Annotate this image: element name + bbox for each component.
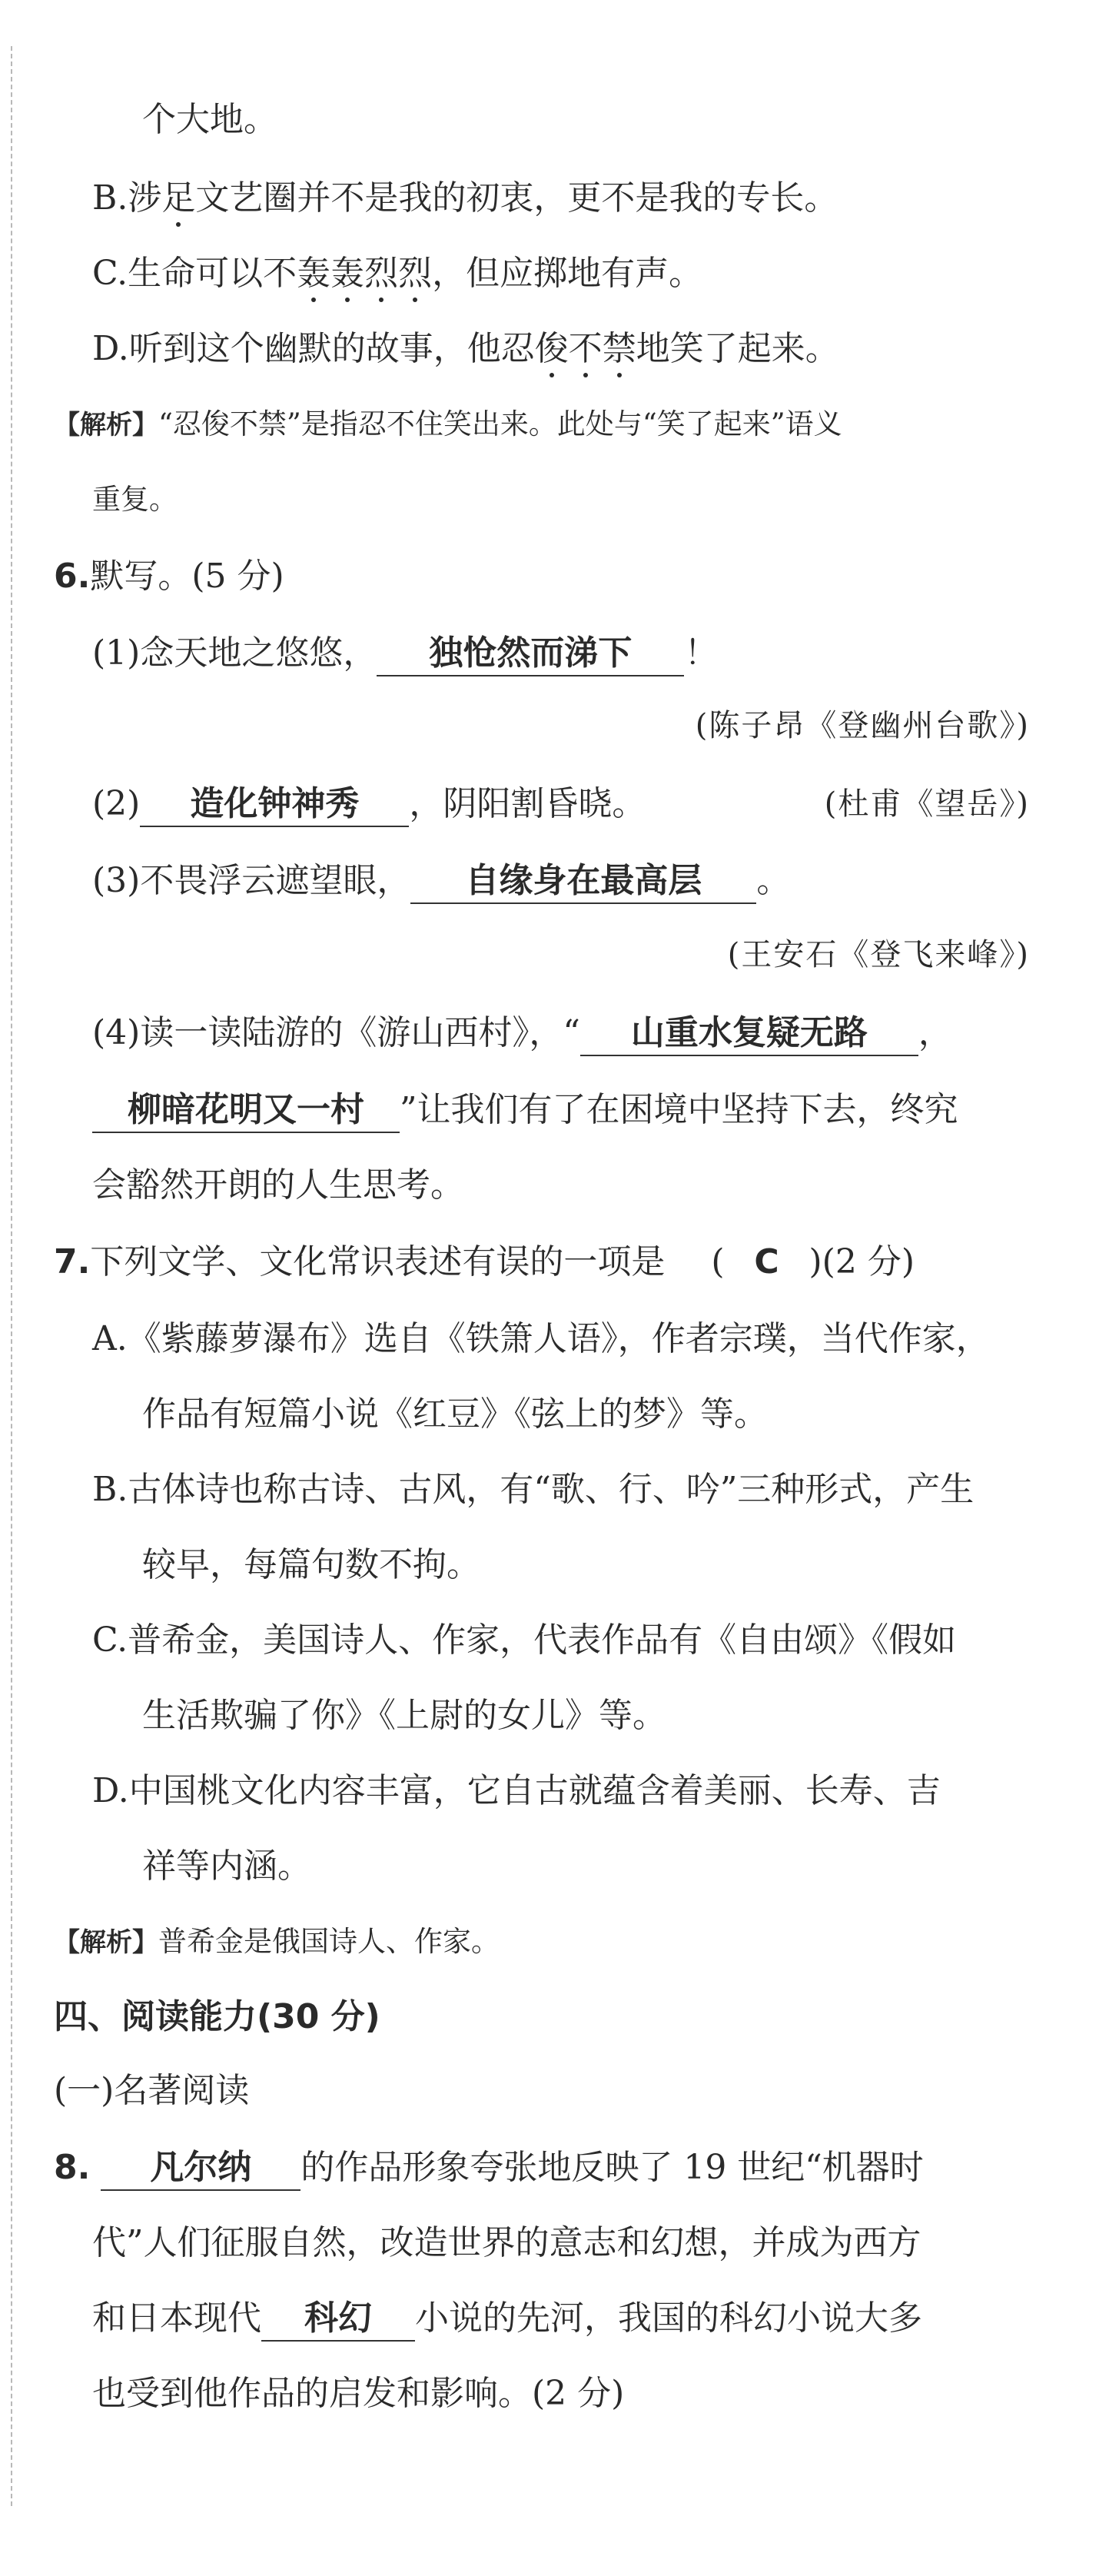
q6-item-3-post: 。 — [756, 861, 791, 900]
q5-option-d-dotted-2: 不 — [568, 329, 603, 368]
q6-item-4-pre: (4)读一读陆游的《游山西村》，“ — [92, 1013, 580, 1052]
q5-option-b-pre: B.涉 — [92, 178, 162, 218]
q8-line-4: 也受到他作品的启发和影响。(2 分) — [92, 2374, 625, 2413]
q5-option-c-dotted-1: 轰 — [297, 254, 331, 293]
q6-item-4-post: ”让我们有了在困境中坚持下去，终究 — [400, 1090, 958, 1129]
q7-heading-text: 下列文学、文化常识表述有误的一项是 — [90, 1242, 666, 1281]
q7-option-a-line-1: A.《紫藤萝瀑布》选自《铁箫人语》，作者宗璞，当代作家， — [92, 1319, 990, 1358]
q7-option-c-line-2: 生活欺骗了你》《上尉的女儿》等。 — [142, 1696, 666, 1735]
q6-item-1-answer: 独怆然而涕下 — [377, 632, 684, 676]
q8-line-1 — [54, 2145, 924, 2191]
section-4-subtitle: (一)名著阅读 — [54, 2071, 250, 2110]
q6-heading — [54, 553, 284, 600]
q6-number: 6. — [54, 557, 91, 596]
q7-answer: C — [754, 1242, 779, 1281]
q7-paren-left: ( — [711, 1242, 725, 1281]
q6-item-4-line-1 — [92, 1010, 952, 1056]
section-4-title: 四、阅读能力(30 分) — [54, 1997, 380, 2036]
q6-item-2-pre: (2) — [92, 784, 141, 823]
page-margin-rule — [11, 46, 12, 2506]
q6-item-1-post: ！ — [684, 633, 719, 673]
q6-item-2 — [92, 781, 646, 827]
q5-continuation: 个大地。 — [142, 100, 277, 139]
q6-item-3-pre: (3)不畏浮云遮望眼， — [92, 861, 411, 900]
q6-item-3-source: (王安石《登飞来峰》) — [727, 937, 1030, 972]
q5-option-d-dotted-3: 禁 — [602, 329, 636, 368]
q6-item-3-answer: 自缘身在最高层 — [410, 859, 756, 904]
q6-item-1-pre: (1)念天地之悠悠， — [92, 633, 377, 673]
q8-line-1-text: 的作品形象夸张地反映了 19 世纪“机器时 — [300, 2148, 924, 2187]
q5-option-c — [92, 251, 702, 297]
q5-option-b-dotted: 足 — [161, 178, 196, 218]
q5-analysis-tag: 【解析】 — [54, 410, 158, 440]
q5-option-c-dotted-3: 烈 — [364, 254, 399, 293]
q7-option-b-line-1: B.古体诗也称古诗、古风，有“歌、行、吟”三种形式，产生 — [92, 1470, 974, 1509]
q7-option-a-line-2: 作品有短篇小说《红豆》《弦上的梦》等。 — [142, 1394, 768, 1434]
q7-option-b-line-2: 较早，每篇句数不拘。 — [142, 1545, 480, 1584]
q5-option-b — [92, 175, 838, 221]
q6-item-1-source: (陈子昂《登幽州台歌》) — [695, 708, 1030, 743]
q6-item-1 — [92, 630, 718, 676]
q5-option-c-pre: C.生命可以不 — [92, 254, 297, 293]
q5-option-d-pre: D.听到这个幽默的故事，他忍 — [92, 329, 535, 368]
q6-item-4-line-3: 会豁然开朗的人生思考。 — [92, 1165, 464, 1205]
q7-analysis — [54, 1919, 500, 1966]
q8-line-3-pre: 和日本现代 — [92, 2298, 261, 2338]
q6-heading-text: 默写。(5 分) — [90, 557, 284, 596]
q5-option-d-post: 地笑了起来。 — [636, 329, 839, 368]
q6-item-2-post: ，阴阳割昏晓。 — [409, 784, 646, 823]
q5-option-d-dotted-1: 俊 — [534, 329, 569, 368]
q6-item-4-comma: ， — [918, 1013, 952, 1052]
q5-option-c-post: ，但应掷地有声。 — [432, 254, 703, 293]
q6-item-2-source: (杜甫《望岳》) — [824, 786, 1030, 822]
q6-item-3 — [92, 858, 790, 904]
q7-number: 7. — [54, 1242, 91, 1281]
q7-analysis-text: 普希金是俄国诗人、作家。 — [158, 1925, 500, 1958]
q5-analysis-line-2: 重复。 — [92, 483, 178, 516]
q5-option-c-dotted-2: 轰 — [330, 254, 365, 293]
q7-option-c-line-1: C.普希金，美国诗人、作家，代表作品有《自由颂》《假如 — [92, 1620, 957, 1660]
q8-answer-2: 科幻 — [261, 2297, 415, 2342]
q8-answer-1: 凡尔纳 — [101, 2146, 300, 2191]
q8-line-3-post: 小说的先河，我国的科幻小说大多 — [415, 2298, 922, 2338]
q8-line-2: 代”人们征服自然，改造世界的意志和幻想，并成为西方 — [92, 2223, 921, 2262]
q6-item-4-answer-1: 山重水复疑无路 — [580, 1012, 918, 1056]
q7-paren-right: )(2 分) — [808, 1242, 915, 1281]
q8-line-3 — [92, 2295, 922, 2342]
q8-number: 8. — [54, 2148, 91, 2187]
q7-option-d-line-1: D.中国桃文化内容丰富，它自古就蕴含着美丽、长寿、吉 — [92, 1771, 941, 1810]
q7-option-d-line-2: 祥等内涵。 — [142, 1846, 311, 1886]
q5-analysis-text-1: “忍俊不禁”是指忍不住笑出来。此处与“笑了起来”语义 — [158, 407, 842, 440]
q7-analysis-tag: 【解析】 — [54, 1927, 158, 1958]
q7-heading — [54, 1239, 915, 1285]
q5-option-c-dotted-4: 烈 — [398, 254, 433, 293]
q6-item-4-line-2 — [92, 1087, 958, 1133]
q5-option-b-post: 文艺圈并不是我的初衷，更不是我的专长。 — [195, 178, 838, 218]
q6-item-2-answer: 造化钟神秀 — [140, 783, 409, 827]
q6-item-4-answer-2: 柳暗花明又一村 — [92, 1089, 400, 1133]
q5-option-d — [92, 326, 839, 372]
q5-analysis-line-1 — [54, 401, 842, 448]
